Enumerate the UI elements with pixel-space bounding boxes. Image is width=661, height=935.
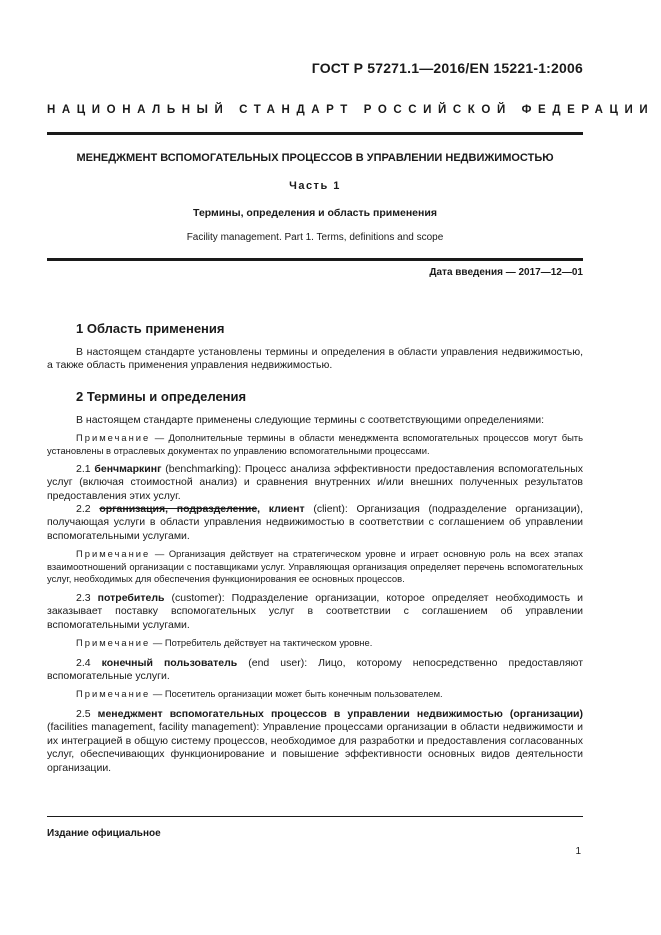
term-2-4 [47, 657, 583, 684]
term-definition: (customer): Подразделение организации, которое определяет необходимость и заказывает поставку вспомогательных услуг в соответствии с соглашением об управлении вспомогательными услугами. [47, 592, 583, 631]
term-2-5 [47, 708, 583, 775]
term-definition: (facilities management, facility management): Управление процессами организации в области недвижимости и их интеграцией в общую систему процессов, необходимое для разработки и предоставления согласованных услуг, обеспечивающих функционирование и повышение эффективности основных видов деятельности организации. [47, 721, 583, 774]
term-name: менеджмент вспомогательных процессов в управлении недвижимостью (организации) [97, 708, 584, 720]
section-2-heading: 2 Термины и определения [76, 389, 247, 404]
note-text: — Посетитель организации может быть конечным пользователем. [150, 688, 443, 699]
term-number: 2.2 [76, 503, 100, 515]
intro-date: Дата введения — 2017—12—01 [429, 267, 583, 278]
term-2-2 [47, 503, 583, 543]
term-number: 2.5 [76, 708, 98, 720]
note-3 [47, 637, 583, 650]
title-rule [47, 258, 583, 261]
top-rule [47, 132, 583, 135]
term-2-3 [47, 592, 583, 632]
section-1-heading: 1 Область применения [76, 321, 225, 336]
term-name: потребитель [97, 592, 165, 604]
page-number: 1 [575, 846, 581, 857]
note-label: Примечание [76, 548, 151, 559]
note-2 [47, 548, 583, 586]
term-definition: (client): Организация (подразделение организации), получающая услуги в области управления недвижимостью в соответствии с соглашением об управлении вспомогательными услугами. [47, 503, 583, 542]
term-number: 2.3 [76, 592, 98, 604]
term-2-1 [47, 463, 583, 503]
term-name-struck: организация, подразделение [99, 503, 258, 515]
note-label: Примечание [76, 432, 151, 443]
note-text: — Организация действует на стратегическом уровне и играет основную роль на всех этапах взаимоотношений организации с поставщиками услуг. Управляющая организация определяет перечень вспомогательных услуг, необходимых для обеспечения функционирования ее основных процессов. [47, 548, 583, 585]
term-name: , клиент [257, 503, 305, 515]
footer-rule [47, 816, 583, 817]
part-label: Часть 1 [289, 180, 341, 192]
note-1 [47, 432, 583, 457]
document-title: МЕНЕДЖМЕНТ ВСПОМОГАТЕЛЬНЫХ ПРОЦЕССОВ В УПРАВЛЕНИИ НЕДВИЖИМОСТЬЮ [76, 152, 554, 164]
term-name: конечный пользователь [101, 657, 238, 669]
national-standard-heading: НАЦИОНАЛЬНЫЙ СТАНДАРТ РОССИЙСКОЙ ФЕДЕРАЦИИ [47, 104, 655, 116]
english-title: Facility management. Part 1. Terms, definitions and scope [186, 232, 444, 243]
term-definition: (end user): Лицо, которому непосредственно предоставляют вспомогательные услуги. [47, 657, 584, 683]
note-label: Примечание [76, 637, 151, 648]
note-label: Примечание [76, 688, 151, 699]
term-number: 2.1 [76, 463, 95, 475]
note-text: — Дополнительные термины в области менеджмента вспомогательных процессов могут быть установлены в отраслевых документах по управлению вспомогательными процессами. [47, 432, 583, 456]
section-1-text: В настоящем стандарте установлены термины и определения в области управления недвижимостью, а также область применения управления недвижимостью. [47, 346, 583, 372]
term-definition: (benchmarking): Процесс анализа эффективности предоставления вспомогательных услуг (включая стоимостной анализ) и сравнения внутренних и/или внешних полученных результатов предоставления этих услуг. [47, 463, 584, 502]
note-4 [47, 688, 583, 701]
section-2-intro: В настоящем стандарте применены следующие термины с соответствующими определениями: [76, 414, 545, 426]
document-subtitle: Термины, определения и область применения [193, 207, 437, 219]
standard-id: ГОСТ Р 57271.1—2016/EN 15221-1:2006 [311, 60, 583, 76]
term-number: 2.4 [76, 657, 102, 669]
note-text: — Потребитель действует на тактическом уровне. [150, 637, 373, 648]
term-name: бенчмаркинг [94, 463, 162, 475]
official-edition-label: Издание официальное [47, 828, 161, 839]
